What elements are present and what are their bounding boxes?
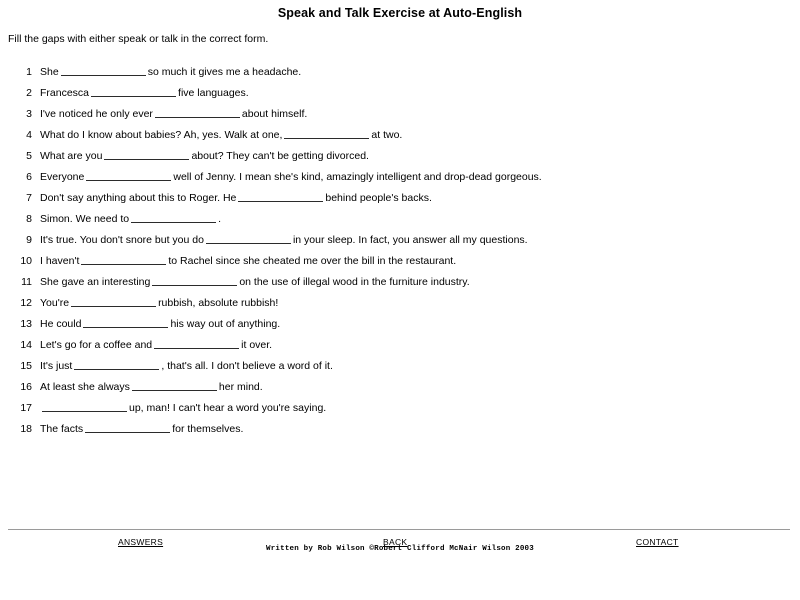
exercise-number: 14 bbox=[20, 339, 32, 351]
exercise-item bbox=[0, 83, 800, 104]
footer-divider bbox=[8, 529, 790, 530]
exercise-sentence bbox=[40, 398, 780, 419]
exercise-sentence bbox=[40, 272, 780, 293]
sentence-prefix: She gave an interesting bbox=[40, 276, 151, 288]
exercise-sentence bbox=[40, 293, 780, 314]
sentence-suffix: at two. bbox=[371, 129, 403, 141]
sentence-suffix: so much it gives me a headache. bbox=[147, 66, 302, 78]
exercise-number: 11 bbox=[21, 276, 32, 288]
sentence-prefix: Simon. We need to bbox=[40, 213, 130, 225]
exercise-sentence bbox=[40, 356, 780, 377]
sentence-prefix: It's true. You don't snore but you do bbox=[40, 234, 204, 246]
page-title: Speak and Talk Exercise at Auto-English bbox=[277, 6, 523, 20]
exercise-item bbox=[0, 146, 800, 167]
exercise-sentence bbox=[40, 419, 780, 440]
answer-blank[interactable] bbox=[131, 213, 216, 223]
sentence-prefix: The facts bbox=[40, 423, 84, 435]
exercise-item bbox=[0, 125, 800, 146]
exercise-number: 13 bbox=[20, 318, 32, 330]
answer-blank[interactable] bbox=[86, 171, 171, 181]
answer-blank[interactable] bbox=[71, 297, 156, 307]
sentence-suffix: , that's all. I don't believe a word of it. bbox=[161, 360, 333, 372]
exercise-item bbox=[0, 293, 800, 314]
exercise-item bbox=[0, 62, 800, 83]
sentence-suffix: well of Jenny. I mean she's kind, amazingly intelligent and drop-dead gorgeous. bbox=[173, 171, 542, 183]
exercise-sentence bbox=[40, 251, 780, 272]
sentence-prefix: Everyone bbox=[40, 171, 85, 183]
sentence-suffix: five languages. bbox=[178, 87, 249, 99]
exercise-sentence bbox=[40, 146, 780, 167]
exercise-number: 3 bbox=[26, 108, 32, 120]
sentence-prefix: Let's go for a coffee and bbox=[40, 339, 153, 351]
sentence-prefix: Francesca bbox=[40, 87, 90, 99]
instruction-text: Fill the gaps with either speak or talk in the correct form. bbox=[8, 33, 269, 45]
exercise-number: 18 bbox=[20, 423, 32, 435]
exercise-number: 10 bbox=[20, 255, 32, 267]
exercise-number: 15 bbox=[20, 360, 32, 372]
exercise-item bbox=[0, 419, 800, 440]
exercise-sentence bbox=[40, 167, 780, 188]
sentence-prefix: He could bbox=[40, 318, 82, 330]
sentence-suffix: behind people's backs. bbox=[325, 192, 432, 204]
sentence-prefix: What do I know about babies? Ah, yes. Walk at one, bbox=[40, 129, 283, 141]
exercise-sentence bbox=[40, 230, 780, 251]
answer-blank[interactable] bbox=[152, 276, 237, 286]
exercise-number: 17 bbox=[20, 402, 32, 414]
exercise-item bbox=[0, 356, 800, 377]
exercise-item bbox=[0, 230, 800, 251]
answer-blank[interactable] bbox=[238, 192, 323, 202]
exercise-number: 1 bbox=[26, 66, 32, 78]
exercise-number: 6 bbox=[26, 171, 32, 183]
exercise-sentence bbox=[40, 209, 780, 230]
exercise-item bbox=[0, 335, 800, 356]
exercise-item bbox=[0, 272, 800, 293]
exercise-sentence bbox=[40, 83, 780, 104]
exercise-number: 5 bbox=[26, 150, 32, 162]
exercise-number: 12 bbox=[20, 297, 32, 309]
exercise-sentence bbox=[40, 104, 780, 125]
exercise-item bbox=[0, 398, 800, 419]
sentence-suffix: . bbox=[218, 213, 222, 225]
sentence-prefix: You're bbox=[40, 297, 70, 309]
exercise-item bbox=[0, 104, 800, 125]
exercise-sentence bbox=[40, 62, 780, 83]
sentence-suffix: up, man! I can't hear a word you're saying. bbox=[129, 402, 327, 414]
sentence-suffix: in your sleep. In fact, you answer all my questions. bbox=[292, 234, 528, 246]
sentence-suffix: on the use of illegal wood in the furniture industry. bbox=[239, 276, 470, 288]
sentence-suffix: his way out of anything. bbox=[170, 318, 281, 330]
contact-link[interactable]: CONTACT bbox=[636, 537, 679, 547]
sentence-prefix: Don't say anything about this to Roger. He bbox=[40, 192, 237, 204]
exercise-item bbox=[0, 251, 800, 272]
sentence-suffix: to Rachel since she cheated me over the bill in the restaurant. bbox=[168, 255, 457, 267]
sentence-suffix: it over. bbox=[241, 339, 273, 351]
exercise-item bbox=[0, 209, 800, 230]
exercise-sentence bbox=[40, 125, 780, 146]
exercise-number: 7 bbox=[26, 192, 32, 204]
exercise-list bbox=[0, 62, 800, 440]
sentence-suffix: for themselves. bbox=[172, 423, 244, 435]
exercise-sentence bbox=[40, 335, 780, 356]
answer-blank[interactable] bbox=[154, 339, 239, 349]
exercise-sentence bbox=[40, 314, 780, 335]
exercise-item bbox=[0, 377, 800, 398]
sentence-suffix: about himself. bbox=[241, 108, 308, 120]
exercise-item bbox=[0, 188, 800, 209]
answer-blank[interactable] bbox=[284, 129, 369, 139]
answer-blank[interactable] bbox=[104, 150, 189, 160]
copyright-text: Written by Rob Wilson ©Robert Clifford McNair Wilson 2003 bbox=[266, 545, 534, 553]
exercise-number: 8 bbox=[26, 213, 32, 225]
exercise-number: 9 bbox=[26, 234, 32, 246]
answer-blank[interactable] bbox=[91, 87, 176, 97]
exercise-item bbox=[0, 314, 800, 335]
sentence-suffix: her mind. bbox=[218, 381, 263, 393]
answer-blank[interactable] bbox=[61, 66, 146, 76]
answer-blank[interactable] bbox=[81, 255, 166, 265]
sentence-prefix: She bbox=[40, 66, 59, 78]
sentence-suffix: about? They can't be getting divorced. bbox=[191, 150, 369, 162]
exercise-number: 2 bbox=[26, 87, 32, 99]
sentence-prefix: It's just bbox=[40, 360, 73, 372]
answer-blank[interactable] bbox=[74, 360, 159, 370]
back-link[interactable]: BACK bbox=[383, 537, 408, 547]
sentence-prefix: I haven't bbox=[40, 255, 80, 267]
sentence-suffix: rubbish, absolute rubbish! bbox=[158, 297, 279, 309]
exercise-number: 16 bbox=[20, 381, 32, 393]
answer-blank[interactable] bbox=[206, 234, 291, 244]
answer-blank[interactable] bbox=[85, 423, 170, 433]
exercise-number: 4 bbox=[26, 129, 32, 141]
answer-blank[interactable] bbox=[132, 381, 217, 391]
exercise-sentence bbox=[40, 188, 780, 209]
answer-blank[interactable] bbox=[42, 402, 127, 412]
answer-blank[interactable] bbox=[155, 108, 240, 118]
answer-blank[interactable] bbox=[83, 318, 168, 328]
exercise-sentence bbox=[40, 377, 780, 398]
sentence-prefix: What are you bbox=[40, 150, 103, 162]
sentence-prefix: At least she always bbox=[40, 381, 130, 393]
sentence-prefix: I've noticed he only ever bbox=[40, 108, 153, 120]
exercise-item bbox=[0, 167, 800, 188]
answers-link[interactable]: ANSWERS bbox=[118, 537, 164, 547]
